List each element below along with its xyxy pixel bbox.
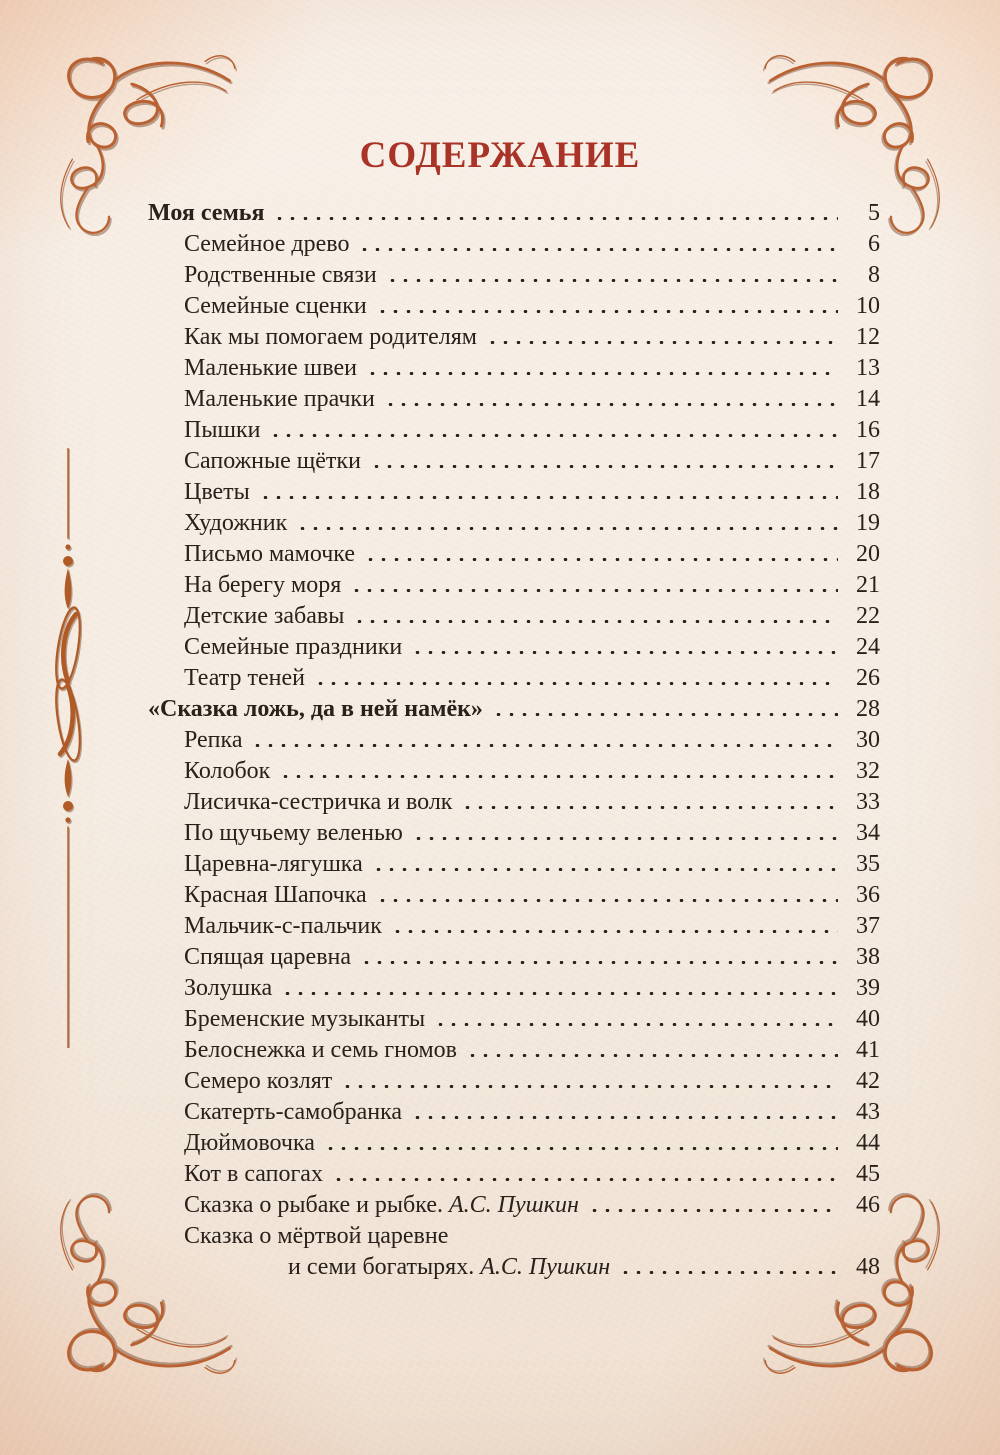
toc-entry	[148, 446, 880, 477]
toc-entry-label: Сказка о мёртвой царевне	[184, 1223, 449, 1249]
toc-entry	[148, 818, 880, 849]
toc-entry-page-number: 42	[856, 1068, 880, 1094]
toc-entry-author: А.С. Пушкин	[480, 1254, 611, 1280]
toc-entry-label: Бременские музыканты	[184, 1006, 426, 1032]
toc-entry-label: Спящая царевна	[184, 944, 352, 970]
toc-entry-page-number: 18	[856, 479, 880, 505]
toc-entry-label: На берегу моря	[184, 572, 342, 598]
toc-entry-page-number: 10	[856, 293, 880, 319]
toc-entry-label: Мальчик-с-пальчик	[184, 913, 382, 939]
dot-leader	[279, 775, 838, 778]
toc-entry-label: Дюймовочка	[184, 1130, 315, 1156]
dot-leader	[619, 1271, 838, 1274]
dot-leader	[353, 620, 838, 623]
dot-leader	[314, 682, 838, 685]
dot-leader	[366, 372, 838, 375]
toc-entry-label: Семейное древо	[184, 231, 350, 257]
toc-entry-page-number: 48	[856, 1254, 880, 1280]
toc-entry	[148, 539, 880, 570]
toc-entry-page-number: 38	[856, 944, 880, 970]
toc-entry-page-number: 37	[856, 913, 880, 939]
toc-entry-page-number: 33	[856, 789, 880, 815]
toc-entry	[148, 1128, 880, 1159]
toc-entry-label: Царевна-лягушка	[184, 851, 363, 877]
toc-entry-label: Репка	[184, 727, 243, 753]
toc-entry-label: Лисичка-сестричка и волк	[184, 789, 453, 815]
toc-entry-label: Сапожные щётки	[184, 448, 361, 474]
dot-leader	[273, 217, 838, 220]
toc-entry-page-number: 12	[856, 324, 880, 350]
toc-entry	[148, 322, 880, 353]
toc-entry-page-number: 32	[856, 758, 880, 784]
dot-leader	[391, 930, 838, 933]
dot-leader	[588, 1209, 838, 1212]
toc-entry	[148, 260, 880, 291]
toc-entry-page-number: 43	[856, 1099, 880, 1125]
toc-entry-label: Белоснежка и семь гномов	[184, 1037, 458, 1063]
toc-entry	[148, 1035, 880, 1066]
dot-leader	[370, 465, 838, 468]
toc-entry-label: Кот в сапогах	[184, 1161, 323, 1187]
dot-leader	[259, 496, 838, 499]
toc-entry-page-number: 45	[856, 1161, 880, 1187]
toc-entry	[148, 694, 880, 725]
toc-entry-label: Красная Шапочка	[184, 882, 367, 908]
toc-entry	[148, 229, 880, 260]
dot-leader	[411, 1116, 838, 1119]
toc-entry-label: Пышки	[184, 417, 261, 443]
dot-leader	[341, 1085, 838, 1088]
toc-entry	[148, 1190, 880, 1221]
toc-entry	[148, 1097, 880, 1128]
dot-leader	[360, 961, 838, 964]
dot-leader	[466, 1054, 838, 1057]
toc-entry-label: Маленькие швеи	[184, 355, 357, 381]
dot-leader	[384, 403, 838, 406]
toc-entry	[148, 880, 880, 911]
toc-entry	[148, 787, 880, 818]
toc-entry-label: Золушка	[184, 975, 273, 1001]
dot-leader	[461, 806, 838, 809]
toc-entry-author: А.С. Пушкин	[448, 1192, 579, 1218]
dot-leader	[376, 310, 838, 313]
dot-leader	[350, 589, 838, 592]
toc-entry-page-number: 22	[856, 603, 880, 629]
toc-entry-page-number: 28	[856, 696, 880, 722]
dot-leader	[434, 1023, 838, 1026]
toc-entry-label: Маленькие прачки	[184, 386, 375, 412]
dot-leader	[486, 341, 838, 344]
toc-entry-page-number: 46	[856, 1192, 880, 1218]
toc-entry	[148, 198, 880, 229]
toc-entry-page-number: 17	[856, 448, 880, 474]
dot-leader	[376, 899, 838, 902]
toc-entry-label: Моя семья	[148, 200, 265, 226]
toc-entry	[148, 508, 880, 539]
toc-entry	[148, 291, 880, 322]
dot-leader	[411, 651, 838, 654]
toc-entry-page-number: 16	[856, 417, 880, 443]
dot-leader	[386, 279, 838, 282]
toc-entry	[148, 1066, 880, 1097]
dot-leader	[332, 1178, 838, 1181]
dot-leader	[281, 992, 838, 995]
toc-entry-page-number: 5	[868, 200, 880, 226]
table-of-contents	[148, 198, 880, 1283]
toc-entry	[148, 756, 880, 787]
toc-entry-page-number: 6	[868, 231, 880, 257]
toc-entry-label: По щучьему веленью	[184, 820, 403, 846]
toc-entry-label: Письмо мамочке	[184, 541, 355, 567]
toc-entry-label: Родственные связи	[184, 262, 377, 288]
dot-leader	[269, 434, 838, 437]
toc-entry	[148, 942, 880, 973]
toc-entry	[148, 384, 880, 415]
toc-entry	[148, 663, 880, 694]
toc-entry	[148, 725, 880, 756]
toc-entry-page-number: 26	[856, 665, 880, 691]
toc-entry	[148, 601, 880, 632]
page-title: СОДЕРЖАНИЕ	[359, 135, 641, 176]
toc-entry-label: «Сказка ложь, да в ней намёк»	[148, 696, 483, 722]
toc-entry-label: Театр теней	[184, 665, 305, 691]
toc-entry-label: Как мы помогаем родителям	[184, 324, 477, 350]
toc-entry-label: и семи богатырях. А.С. Пушкин	[288, 1254, 611, 1280]
toc-entry	[148, 477, 880, 508]
toc-entry	[148, 911, 880, 942]
toc-entry	[148, 1004, 880, 1035]
toc-entry-page-number: 44	[856, 1130, 880, 1156]
toc-entry-label: Семейные праздники	[184, 634, 403, 660]
dot-leader	[492, 713, 838, 716]
dot-leader	[324, 1147, 838, 1150]
toc-entry-label: Семеро козлят	[184, 1068, 333, 1094]
toc-entry-label: Сказка о рыбаке и рыбке. А.С. Пушкин	[184, 1192, 579, 1218]
dot-leader	[358, 248, 838, 251]
toc-entry-page-number: 20	[856, 541, 880, 567]
toc-entry-label: Художник	[184, 510, 288, 536]
toc-entry-page-number: 8	[868, 262, 880, 288]
toc-entry	[148, 353, 880, 384]
toc-entry-page-number: 13	[856, 355, 880, 381]
toc-entry-page-number: 30	[856, 727, 880, 753]
dot-leader	[412, 837, 838, 840]
toc-entry	[148, 1221, 880, 1252]
toc-entry-page-number: 14	[856, 386, 880, 412]
toc-entry-label: Цветы	[184, 479, 250, 505]
left-margin-divider-ornament	[54, 448, 82, 1048]
toc-entry-page-number: 41	[856, 1037, 880, 1063]
toc-entry-label: Скатерть-самобранка	[184, 1099, 403, 1125]
toc-entry-page-number: 35	[856, 851, 880, 877]
toc-entry	[148, 973, 880, 1004]
toc-entry-page-number: 19	[856, 510, 880, 536]
toc-entry-page-number: 21	[856, 572, 880, 598]
toc-entry-page-number: 39	[856, 975, 880, 1001]
toc-entry-page-number: 36	[856, 882, 880, 908]
toc-entry-label: Детские забавы	[184, 603, 345, 629]
toc-entry	[148, 849, 880, 880]
dot-leader	[251, 744, 838, 747]
toc-entry-label: Колобок	[184, 758, 271, 784]
toc-entry-page-number: 34	[856, 820, 880, 846]
dot-leader	[296, 527, 838, 530]
toc-entry-page-number: 24	[856, 634, 880, 660]
toc-entry	[148, 1252, 880, 1283]
toc-entry-label: Семейные сценки	[184, 293, 367, 319]
toc-entry	[148, 1159, 880, 1190]
toc-entry	[148, 570, 880, 601]
dot-leader	[364, 558, 838, 561]
toc-entry-page-number: 40	[856, 1006, 880, 1032]
toc-entry	[148, 632, 880, 663]
toc-entry	[148, 415, 880, 446]
dot-leader	[372, 868, 838, 871]
